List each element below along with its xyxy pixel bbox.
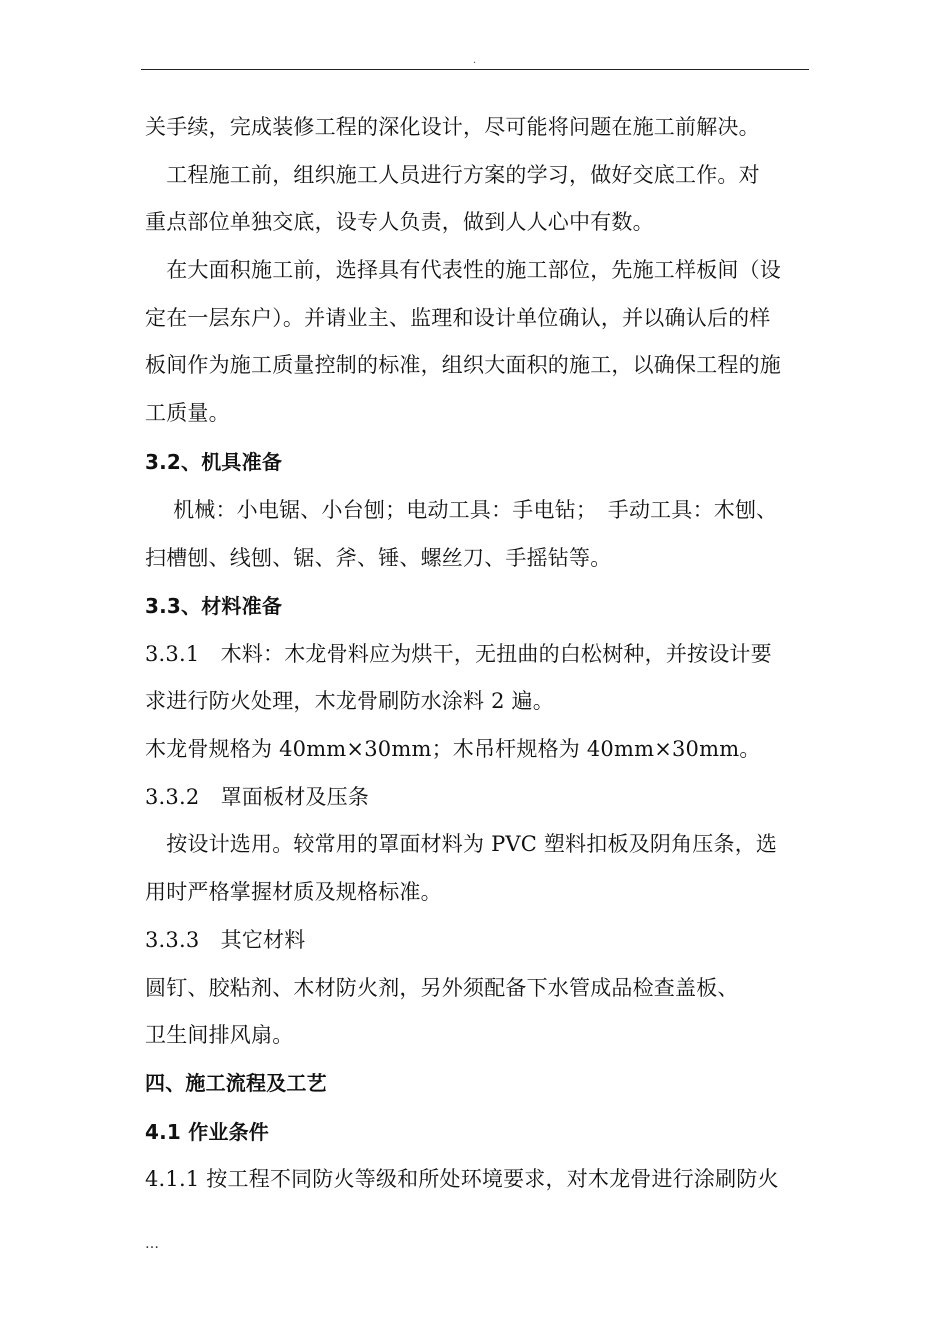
text-line: 在大面积施工前，选择具有代表性的施工部位，先施工样板间（设 — [145, 258, 781, 282]
section-heading: 四、施工流程及工艺 — [145, 1071, 327, 1095]
text-line: 定在一层东户）。并请业主、监理和设计单位确认，并以确认后的样 — [145, 306, 771, 330]
text-line: 工质量。 — [145, 401, 230, 425]
header-rule — [141, 69, 809, 70]
subsection-heading: 3.3.2 罩面板材及压条 — [145, 785, 370, 809]
text-line: 重点部位单独交底，设专人负责，做到人人心中有数。 — [145, 210, 654, 234]
text-line: 4.1.1 按工程不同防火等级和所处环境要求，对木龙骨进行涂刷防火 — [145, 1167, 779, 1191]
section-heading: 3.3、材料准备 — [145, 594, 283, 618]
text-line: 用时严格掌握材质及规格标准。 — [145, 880, 442, 904]
text-line: 扫槽刨、线刨、锯、斧、锤、螺丝刀、手摇钻等。 — [145, 546, 612, 570]
text-line: 工程施工前，组织施工人员进行方案的学习，做好交底工作。对 — [145, 163, 760, 187]
text-line: 机械：小电锯、小台刨；电动工具：手电钻； 手动工具：木刨、 — [145, 498, 778, 522]
subsection-heading: 3.3.3 其它材料 — [145, 928, 306, 952]
text-line: 求进行防火处理，木龙骨刷防水涂料 2 遍。 — [145, 689, 554, 713]
section-heading: 4.1 作业条件 — [145, 1120, 269, 1144]
text-line: 木龙骨规格为 40mm×30mm；木吊杆规格为 40mm×30mm。 — [145, 737, 761, 761]
text-line: 卫生间排风扇。 — [145, 1023, 294, 1047]
section-heading: 3.2、机具准备 — [145, 450, 283, 474]
text-line: 按设计选用。较常用的罩面材料为 PVC 塑料扣板及阴角压条，选 — [145, 832, 778, 856]
header-mark: . — [473, 55, 477, 66]
text-line: 3.3.1 木料：木龙骨料应为烘干，无扭曲的白松树种，并按设计要 — [145, 642, 772, 666]
text-line: 关手续，完成装修工程的深化设计，尽可能将问题在施工前解决。 — [145, 115, 760, 139]
text-line: 板间作为施工质量控制的标准，组织大面积的施工，以确保工程的施 — [145, 353, 781, 377]
footer-mark: … — [145, 1236, 160, 1252]
text-line: 圆钉、胶粘剂、木材防火剂，另外须配备下水管成品检查盖板、 — [145, 976, 739, 1000]
